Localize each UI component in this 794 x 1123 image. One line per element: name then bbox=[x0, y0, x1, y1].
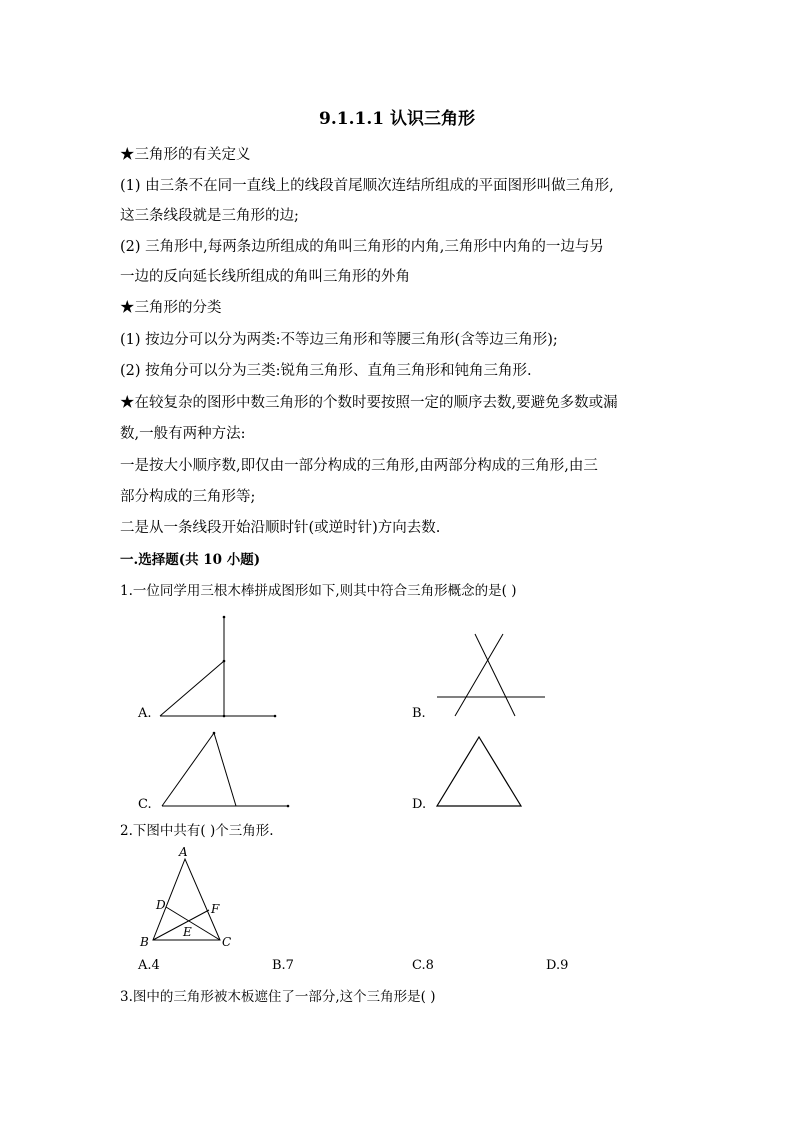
q2-option-d[interactable]: D.9 bbox=[546, 958, 569, 973]
q1-option-b-label: B. bbox=[412, 706, 426, 721]
definition-2-line-1: (2) 三角形中,每两条边所组成的角叫三角形的内角,三角形中内角的一边与另 bbox=[120, 239, 604, 255]
question-2-stem: 2.下图中共有( )个三角形. bbox=[120, 823, 274, 839]
q2-option-b[interactable]: B.7 bbox=[272, 958, 294, 973]
q1-option-d-label: D. bbox=[412, 797, 427, 812]
definition-1-line-2: 这三条线段就是三角形的边; bbox=[120, 208, 299, 224]
definition-2-line-2: 一边的反向延长线所组成的角叫三角形的外角 bbox=[120, 269, 410, 285]
method-2: 二是从一条线段开始沿顺时针(或逆时针)方向去数. bbox=[120, 520, 441, 536]
classification-1: (1) 按边分可以分为两类:不等边三角形和等腰三角形(含等边三角形); bbox=[120, 332, 558, 348]
definition-heading: ★三角形的有关定义 bbox=[120, 147, 251, 163]
q1-option-a-label: A. bbox=[138, 706, 152, 721]
vertex-label-c: C bbox=[222, 935, 232, 949]
section-heading: 一.选择题(共 10 小题) bbox=[120, 552, 261, 568]
question-1-stem: 1.一位同学用三根木棒拼成图形如下,则其中符合三角形概念的是( ) bbox=[120, 583, 517, 599]
vertex-label-a: A bbox=[179, 845, 188, 859]
point-label-d: D bbox=[156, 898, 166, 912]
point-label-e: E bbox=[183, 925, 192, 939]
q2-option-a[interactable]: A.4 bbox=[138, 958, 160, 973]
q1-option-c-label: C. bbox=[138, 797, 152, 812]
classification-2: (2) 按角分可以分为三类:锐角三角形、直角三角形和钝角三角形. bbox=[120, 363, 532, 379]
counting-line-1: ★在较复杂的图形中数三角形的个数时要按照一定的顺序去数,要避免多数或漏 bbox=[120, 395, 618, 411]
q2-option-c[interactable]: C.8 bbox=[412, 958, 434, 973]
page-title: 9.1.1.1 认识三角形 bbox=[319, 109, 475, 129]
method-1-line-1: 一是按大小顺序数,即仅由一部分构成的三角形,由两部分构成的三角形,由三 bbox=[120, 458, 598, 474]
definition-1-line-1: (1) 由三条不在同一直线上的线段首尾顺次连结所组成的平面图形叫做三角形, bbox=[120, 178, 614, 194]
classification-heading: ★三角形的分类 bbox=[120, 300, 222, 316]
vertex-label-b: B bbox=[140, 935, 149, 949]
method-1-line-2: 部分构成的三角形等; bbox=[120, 489, 256, 505]
point-label-f: F bbox=[211, 902, 220, 916]
counting-line-2: 数,一般有两种方法: bbox=[120, 426, 246, 442]
question-3-stem: 3.图中的三角形被木板遮住了一部分,这个三角形是( ) bbox=[120, 989, 436, 1005]
